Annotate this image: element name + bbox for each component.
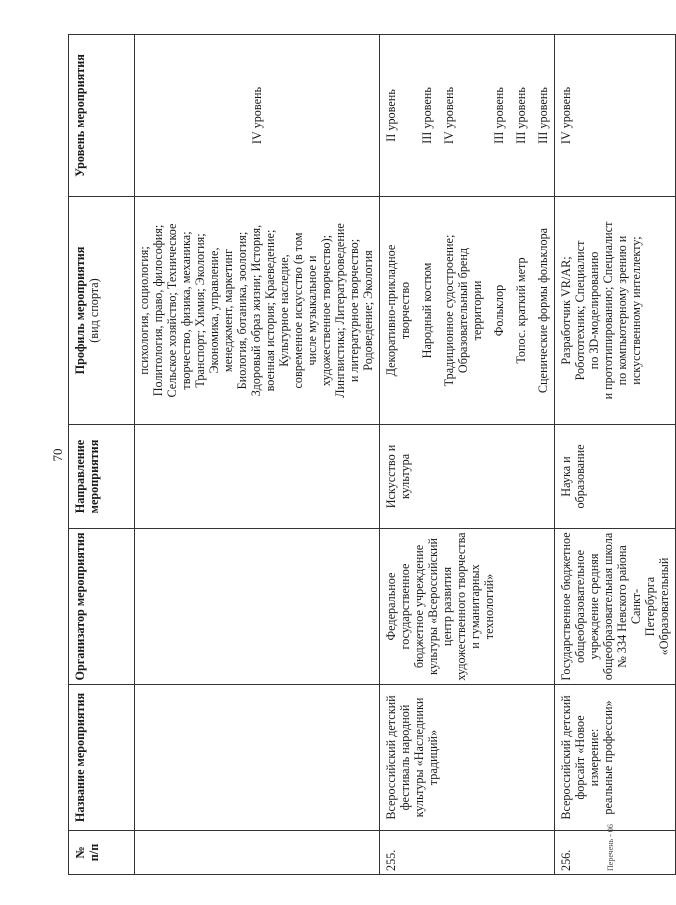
continuation-row (135, 35, 380, 875)
cont-organizer-cell (135, 529, 380, 685)
rotated-content (40, 35, 671, 875)
table-row (380, 35, 555, 875)
cont-name-cell (135, 685, 380, 831)
cont-profile-cell: психология, социология; Политология, право, философия; Сельское хозяйство; Техническое творчество, физика, механика; Транспорт; Химия; Экология; Экономика, управление, менеджмент, маркетинг Биология, ботаника, зоология; Здоровый образ жизни; История, военная история; Краеведение; Культурное наследие, современное искусство (в том числе музыкальное и художественное творчество); Лингвистика; Литературоведение и литературное творчество; Родоведение; Экология (135, 197, 380, 425)
row-direction: Искусство и культура (380, 425, 555, 529)
row-level: IV уровень (555, 35, 676, 197)
header-num: № п/п (69, 831, 135, 875)
row-organizer: Государственное бюджетное общеобразовательное учреждение средняя общеобразовательная школа № 334 Невского района Санкт- Петербурга «Образовательный (555, 529, 676, 685)
cont-level-cell: IV уровень (135, 35, 380, 197)
header-direction: Направление мероприятия (69, 425, 135, 529)
row-name: Всероссийский детский форсайт «Новое измерение: реальные профессии» (555, 685, 676, 831)
cont-direction-cell (135, 425, 380, 529)
cont-num-cell (135, 831, 380, 875)
row-profile: Декоративно-прикладное творчество Народный костюм Традиционное судостроение; Образовательный бренд территории Фольклор Топос. краткий метр Сценические формы фольклора (380, 197, 555, 425)
header-level: Уровень мероприятия (69, 35, 135, 197)
table-row (555, 35, 676, 875)
page-number: 70 (50, 448, 65, 462)
header-profile: Профиль мероприятия (вид спорта) (69, 197, 135, 425)
row-profile: Разработчик VR/AR; Робототехник; Специалист по 3D-моделированию и прототипированию; Специалист по компьютерному зрению и искусственному интеллекту; (555, 197, 676, 425)
row-organizer: Федеральное государственное бюджетное учреждение культуры «Всероссийский центр развития художественного творчества и гуманитарных технологий» (380, 529, 555, 685)
footer-note: Перечень - 06 (606, 824, 615, 871)
row-direction: Наука и образование (555, 425, 676, 529)
header-name: Название мероприятия (69, 685, 135, 831)
events-table (68, 34, 676, 875)
row-num: 256. (555, 831, 676, 875)
header-row (69, 35, 135, 875)
row-name: Всероссийский детский фестиваль народной культуры «Наследники традиций» (380, 685, 555, 831)
row-level: II уровень III уровень IV уровень III уровень III уровень III уровень (380, 35, 555, 197)
header-organizer: Организатор мероприятия (69, 529, 135, 685)
row-num: 255. (380, 831, 555, 875)
